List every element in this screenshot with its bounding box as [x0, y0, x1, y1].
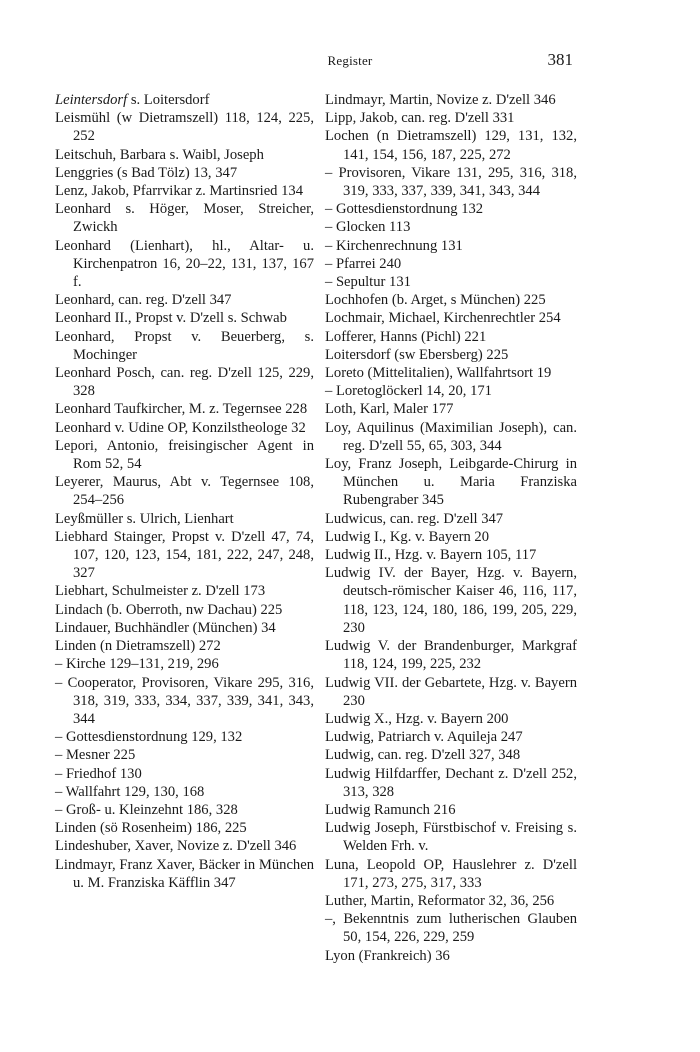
index-term: Leintersdorf: [55, 92, 128, 108]
index-column-right: [325, 91, 577, 965]
index-entry-text: Ludwig Hilfdarffer, Dechant z. D'zell 252, 313, 328: [325, 765, 577, 800]
index-entry-text: Linden (n Dietramszell) 272: [55, 638, 221, 655]
index-entry-text: – Glocken 113: [325, 219, 411, 236]
index-entry-text: – Provisoren, Vikare 131, 295, 316, 318, 319, 333, 337, 339, 341, 343, 344: [325, 164, 577, 200]
index-entry: [55, 419, 314, 437]
index-entry: [55, 164, 314, 182]
index-entry-text: Loy, Franz Joseph, Leibgarde-Chirurg in München u. Maria Franziska Rubengraber 345: [325, 456, 577, 509]
index-entry: [55, 783, 314, 801]
index-entry: [325, 346, 577, 364]
index-entry-text: Leismühl (w Dietramszell) 118, 124, 225, 252: [55, 110, 314, 145]
index-entry-text: Lenz, Jakob, Pfarrvikar z. Martinsried 134: [55, 183, 304, 200]
index-entry-text: Lochhofen (b. Arget, s München) 225: [325, 292, 546, 309]
index-entry-text: Lepori, Antonio, freisingischer Agent in Rom 52, 54: [55, 437, 314, 473]
index-entry-text: Ludwig, Patriarch v. Aquileja 247: [325, 729, 523, 746]
index-entry-text: Loy, Aquilinus (Maximilian Joseph), can. reg. D'zell 55, 65, 303, 344: [325, 419, 577, 454]
index-entry: [55, 91, 314, 109]
index-entry-text: – Cooperator, Provisoren, Vikare 295, 316, 318, 319, 333, 334, 337, 339, 341, 343, 344: [55, 674, 314, 727]
index-entry: [325, 637, 577, 673]
index-entry: [325, 856, 577, 892]
index-entry-text: Ludwig II., Hzg. v. Bayern 105, 117: [325, 547, 537, 564]
index-entry-text: Leonhard (Lienhart), hl., Altar- u. Kirchenpatron 16, 20–22, 131, 137, 167 f.: [55, 237, 314, 291]
index-entry: [55, 637, 314, 655]
index-entry: [325, 728, 577, 746]
index-entry: [325, 127, 577, 163]
index-entry: [325, 564, 577, 637]
index-entry-text: Loreto (Mittelitalien), Wallfahrtsort 19: [325, 365, 552, 382]
index-entry: [325, 109, 577, 127]
index-entry-text: Ludwig Ramunch 216: [325, 801, 456, 818]
index-entry: [55, 601, 314, 619]
index-entry-text: Ludwig Joseph, Fürstbischof v. Freising s. Welden Frh. v.: [325, 820, 577, 855]
index-entry: [325, 419, 577, 455]
index-entry: [325, 510, 577, 528]
index-entry: [325, 910, 577, 946]
index-entry-text: s. Loitersdorf: [127, 92, 210, 108]
index-entry-text: Leonhard, Propst v. Beuerberg, s. Mochinger: [55, 328, 314, 363]
index-entry-text: Lindeshuber, Xaver, Novize z. D'zell 346: [55, 838, 297, 855]
index-entry-text: Leonhard Taufkircher, M. z. Tegernsee 228: [55, 401, 308, 418]
index-entry-text: Leonhard s. Höger, Moser, Streicher, Zwickh: [55, 201, 314, 236]
index-entry: [325, 328, 577, 346]
index-entry: [55, 655, 314, 673]
index-entry-text: Lochen (n Dietramszell) 129, 131, 132, 141, 154, 156, 187, 225, 272: [325, 128, 577, 163]
index-entry: [325, 455, 577, 510]
index-entry: [55, 146, 314, 164]
index-entry: [325, 947, 577, 965]
index-entry-text: Leyßmüller s. Ulrich, Lienhart: [55, 510, 234, 527]
index-entry: [55, 400, 314, 418]
index-entry: [325, 710, 577, 728]
index-entry-text: Ludwig X., Hzg. v. Bayern 200: [325, 710, 509, 727]
index-entry-text: Ludwig V. der Brandenburger, Markgraf 118, 124, 199, 225, 232: [325, 638, 577, 673]
index-entry-text: Luna, Leopold OP, Hauslehrer z. D'zell 171, 273, 275, 317, 333: [325, 856, 577, 891]
index-entry-text: –, Bekenntnis zum lutherischen Glauben 50, 154, 226, 229, 259: [325, 911, 577, 946]
index-entry-text: Lindauer, Buchhändler (München) 34: [55, 619, 276, 636]
index-entry: [325, 200, 577, 218]
index-entry-text: – Loretoglöckerl 14, 20, 171: [325, 383, 492, 400]
index-entry-text: Luther, Martin, Reformator 32, 36, 256: [325, 892, 555, 909]
index-entry-text: Lofferer, Hanns (Pichl) 221: [325, 328, 487, 345]
index-entry: [325, 291, 577, 309]
index-entry: [325, 892, 577, 910]
index-entry: [55, 801, 314, 819]
index-entry: [325, 237, 577, 255]
index-entry-text: Leitschuh, Barbara s. Waibl, Joseph: [55, 146, 264, 163]
index-entry: [325, 255, 577, 273]
index-entry: [55, 582, 314, 600]
index-entry: [55, 437, 314, 473]
index-entry: [325, 400, 577, 418]
index-entry-text: Ludwig VII. der Gebartete, Hzg. v. Bayern 230: [325, 674, 577, 709]
index-entry-text: Liebhard Stainger, Propst v. D'zell 47, 74, 107, 120, 123, 154, 181, 222, 247, 248, 327: [55, 528, 314, 582]
index-entry: [325, 364, 577, 382]
index-entry: [55, 364, 314, 400]
index-column-left: [55, 91, 314, 892]
index-entry: [325, 528, 577, 546]
index-entry: [55, 109, 314, 145]
index-entry: [325, 801, 577, 819]
index-entry: [55, 819, 314, 837]
index-entry: [55, 619, 314, 637]
header-title: Register: [327, 53, 373, 68]
index-entry: [325, 382, 577, 400]
index-entry-text: Leonhard v. Udine OP, Konzilstheologe 32: [55, 419, 306, 436]
index-entry: [55, 856, 314, 892]
index-entry: [55, 728, 314, 746]
index-entry-text: – Mesner 225: [55, 747, 136, 764]
index-entry: [55, 674, 314, 729]
index-entry-text: Leyerer, Maurus, Abt v. Tegernsee 108, 254–256: [55, 474, 314, 509]
index-entry: [55, 291, 314, 309]
index-entry-text: – Wallfahrt 129, 130, 168: [55, 783, 205, 800]
index-entry: [55, 473, 314, 509]
index-entry: [325, 674, 577, 710]
index-entry: [325, 819, 577, 855]
index-entry-text: Leonhard II., Propst v. D'zell s. Schwab: [55, 310, 287, 327]
index-entry-text: Ludwig I., Kg. v. Bayern 20: [325, 528, 490, 545]
index-entry: [55, 837, 314, 855]
index-entry-text: Lipp, Jakob, can. reg. D'zell 331: [325, 110, 515, 127]
index-entry-text: Lyon (Frankreich) 36: [325, 947, 450, 964]
index-entry-text: Lindmayr, Martin, Novize z. D'zell 346: [325, 92, 556, 108]
index-entry: [325, 746, 577, 764]
index-entry: [325, 218, 577, 236]
index-entry-text: Lindach (b. Oberroth, nw Dachau) 225: [55, 601, 283, 618]
index-entry-text: Ludwicus, can. reg. D'zell 347: [325, 510, 504, 527]
index-entry: [325, 546, 577, 564]
index-entry-text: Lindmayr, Franz Xaver, Bäcker in München u. M. Franziska Käfflin 347: [55, 856, 314, 891]
index-entry-text: Liebhart, Schulmeister z. D'zell 173: [55, 583, 266, 600]
index-entry-text: – Gottesdienstordnung 129, 132: [55, 729, 243, 746]
index-entry: [325, 91, 577, 109]
index-entry: [325, 765, 577, 801]
index-entry: [55, 746, 314, 764]
index-entry-text: – Kirchenrechnung 131: [325, 237, 463, 254]
index-entry-text: Ludwig, can. reg. D'zell 327, 348: [325, 747, 521, 764]
index-entry-text: Linden (sö Rosenheim) 186, 225: [55, 820, 247, 837]
index-entry-text: – Pfarrei 240: [325, 255, 402, 272]
index-entry: [55, 237, 314, 292]
index-entry-text: – Kirche 129–131, 219, 296: [55, 656, 219, 673]
index-entry-text: – Groß- u. Kleinzehnt 186, 328: [55, 801, 238, 818]
index-entry-text: Lochmair, Michael, Kirchenrechtler 254: [325, 310, 561, 327]
index-entry-text: Leonhard Posch, can. reg. D'zell 125, 229, 328: [55, 365, 314, 400]
index-entry: [55, 528, 314, 583]
index-entry-text: – Gottesdienstordnung 132: [325, 201, 484, 218]
index-entry-text: Ludwig IV. der Bayer, Hzg. v. Bayern, deutsch-römischer Kaiser 46, 116, 117, 118, 123, 124, 180, 186, 199, 205, 229, 230: [325, 565, 577, 636]
index-entry-text: – Friedhof 130: [55, 765, 142, 782]
index-entry-text: – Sepultur 131: [325, 274, 411, 291]
index-entry-text: Loth, Karl, Maler 177: [325, 401, 454, 418]
index-entry: [55, 182, 314, 200]
index-entry: [325, 309, 577, 327]
index-entry: [55, 765, 314, 783]
index-entry: [55, 328, 314, 364]
index-entry: [325, 164, 577, 200]
index-entry: [55, 200, 314, 236]
index-entry: [55, 309, 314, 327]
index-entry-text: Lenggries (s Bad Tölz) 13, 347: [55, 164, 238, 181]
index-entry: [325, 273, 577, 291]
index-entry-text: Loitersdorf (sw Ebersberg) 225: [325, 346, 509, 363]
index-entry-text: Leonhard, can. reg. D'zell 347: [55, 292, 232, 309]
page-number: 381: [547, 50, 573, 69]
index-entry: [55, 510, 314, 528]
